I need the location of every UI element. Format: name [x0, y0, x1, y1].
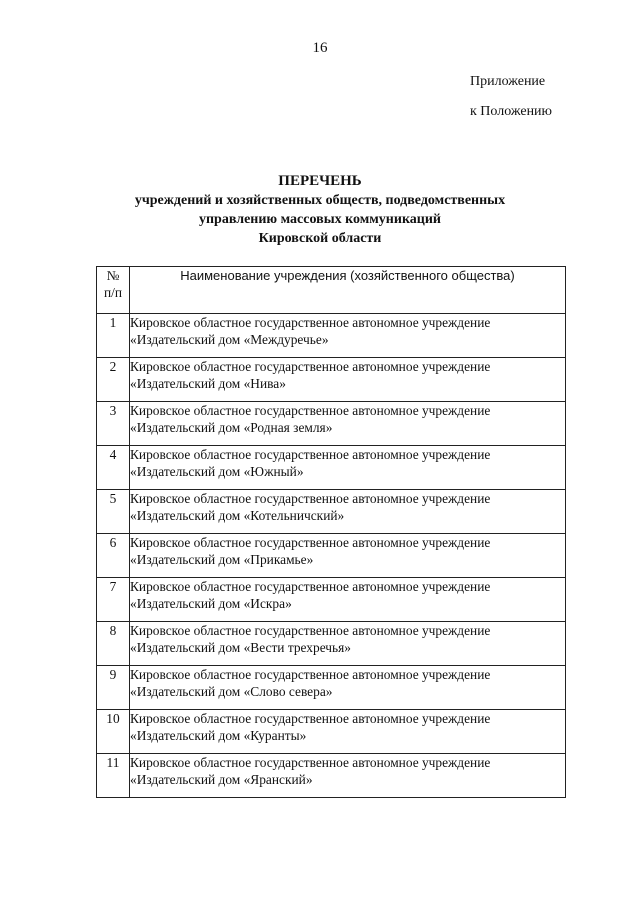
header-name: Наименование учреждения (хозяйственного общества)	[130, 267, 566, 314]
table-row	[97, 314, 566, 358]
row-name	[130, 710, 566, 754]
row-name-line-1: Кировское областное государственное автономное учреждение	[130, 755, 491, 770]
table-row	[97, 622, 566, 666]
row-name	[130, 578, 566, 622]
row-name-line-2: «Издательский дом «Нива»	[130, 376, 286, 391]
table-row	[97, 490, 566, 534]
row-number: 3	[97, 402, 130, 446]
header-number-symbol: №	[106, 268, 120, 283]
row-name	[130, 446, 566, 490]
row-name-line-1: Кировское областное государственное автономное учреждение	[130, 447, 491, 462]
table-row	[97, 710, 566, 754]
row-name	[130, 666, 566, 710]
row-number: 2	[97, 358, 130, 402]
table-row	[97, 402, 566, 446]
table-row	[97, 666, 566, 710]
table-header-row	[97, 267, 566, 314]
document-heading	[0, 172, 640, 248]
row-name-line-2: «Издательский дом «Южный»	[130, 464, 304, 479]
row-number: 6	[97, 534, 130, 578]
table-row	[97, 446, 566, 490]
row-number: 4	[97, 446, 130, 490]
row-name-line-1: Кировское областное государственное автономное учреждение	[130, 711, 491, 726]
row-number: 1	[97, 314, 130, 358]
institutions-table	[96, 266, 566, 798]
row-name-line-1: Кировское областное государственное автономное учреждение	[130, 623, 491, 638]
row-name	[130, 622, 566, 666]
row-name-line-2: «Издательский дом «Искра»	[130, 596, 292, 611]
row-name-line-1: Кировское областное государственное автономное учреждение	[130, 315, 491, 330]
row-name	[130, 358, 566, 402]
table-row	[97, 358, 566, 402]
appendix-label: Приложение	[470, 74, 546, 89]
row-name-line-2: «Издательский дом «Прикамье»	[130, 552, 314, 567]
row-number: 10	[97, 710, 130, 754]
row-name-line-1: Кировское областное государственное автономное учреждение	[130, 359, 491, 374]
row-name-line-2: «Издательский дом «Вести трехречья»	[130, 640, 351, 655]
row-name-line-1: Кировское областное государственное автономное учреждение	[130, 403, 491, 418]
row-name-line-2: «Издательский дом «Яранский»	[130, 772, 313, 787]
heading-line-3: Кировской области	[258, 231, 382, 246]
row-number: 9	[97, 666, 130, 710]
row-name-line-2: «Издательский дом «Междуречье»	[130, 332, 329, 347]
row-name-line-1: Кировское областное государственное автономное учреждение	[130, 535, 491, 550]
row-name-line-2: «Издательский дом «Родная земля»	[130, 420, 333, 435]
row-name-line-2: «Издательский дом «Куранты»	[130, 728, 307, 743]
heading-title: ПЕРЕЧЕНЬ	[278, 173, 362, 189]
row-name	[130, 314, 566, 358]
header-number	[97, 267, 130, 314]
row-name-line-1: Кировское областное государственное автономное учреждение	[130, 667, 491, 682]
row-number: 11	[97, 754, 130, 798]
row-number: 5	[97, 490, 130, 534]
row-name-line-1: Кировское областное государственное автономное учреждение	[130, 491, 491, 506]
table-row	[97, 534, 566, 578]
row-name-line-1: Кировское областное государственное автономное учреждение	[130, 579, 491, 594]
row-name-line-2: «Издательский дом «Котельничский»	[130, 508, 345, 523]
appendix-reference: к Положению	[470, 104, 553, 119]
row-number: 8	[97, 622, 130, 666]
row-name	[130, 754, 566, 798]
heading-line-1: учреждений и хозяйственных обществ, подведомственных	[134, 193, 506, 208]
header-number-abbr: п/п	[103, 285, 123, 300]
row-name	[130, 534, 566, 578]
row-number: 7	[97, 578, 130, 622]
heading-line-2: управлению массовых коммуникаций	[198, 212, 441, 227]
page-number: 16	[312, 40, 328, 56]
row-name-line-2: «Издательский дом «Слово севера»	[130, 684, 333, 699]
table-row	[97, 578, 566, 622]
table-body	[97, 314, 566, 798]
row-name	[130, 402, 566, 446]
table-row	[97, 754, 566, 798]
row-name	[130, 490, 566, 534]
